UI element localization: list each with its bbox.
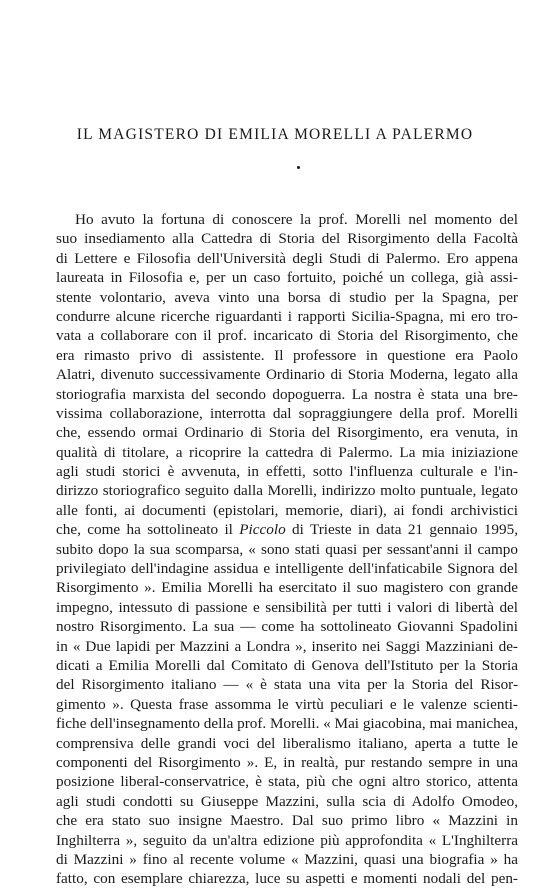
text-line: agli studi storici è avvenuta, in effetti, sotto l'influenza culturale e l'in- <box>56 463 518 481</box>
text-line: subito dopo la sua scomparsa, « sono stati quasi per sessant'anni il campo <box>56 540 518 558</box>
text-line: fiche dell'insegnamento della prof. Morelli. « Mai giacobina, mai manichea, <box>56 715 518 733</box>
text-line: Risorgimento ». Emilia Morelli ha esercitato il suo magistero con grande <box>56 579 518 597</box>
text-line: posizione liberal-conservatrice, è stata, più che ogni altro storico, attenta <box>56 773 518 791</box>
text-line: laureata in Filosofia e, per un caso fortuito, poiché un collega, già assi- <box>56 269 518 287</box>
text-line: vata a collaborare con il prof. incaricato di Storia del Risorgimento, che <box>56 327 518 345</box>
text-line: fatto, con esemplare chiarezza, luce su aspetti e momenti nodali del pen- <box>56 870 518 888</box>
text-line: qualità di titolare, a ricoprire la cattedra di Palermo. La mia iniziazione <box>56 443 518 461</box>
text-line: che, come ha sottolineato il Piccolo di Trieste in data 21 gennaio 1995, <box>56 521 518 539</box>
text-line: in « Due lapidi per Mazzini a Londra », inserito nei Saggi Mazziniani de- <box>56 637 518 655</box>
text-line: dirizzo storiografico seguito dalla Morelli, indirizzo molto puntuale, legato <box>56 482 518 500</box>
text-line: privilegiato dell'indagine assidua e intelligente dell'infaticabile Signora del <box>56 560 518 578</box>
text-line: dicati a Emilia Morelli dal Comitato di Genova dell'Istituto per la Storia <box>56 656 518 674</box>
page-title: IL MAGISTERO DI EMILIA MORELLI A PALERMO <box>76 126 474 143</box>
text-line: Inghilterra », seguito da un'altra edizione più approfondita « L'Inghilterra <box>56 831 518 849</box>
text-line: vissima collaborazione, interrotta dal sopraggiungere della prof. Morelli <box>56 404 518 422</box>
text-line: condurre alcune ricerche riguardanti i rapporti Sicilia-Spagna, mi ero tro- <box>56 307 518 325</box>
text-line: Alatri, divenuto successivamente Ordinario di Storia Moderna, legato alla <box>56 366 518 384</box>
text-line: che, essendo ormai Ordinario di Storia del Risorgimento, era venuta, in <box>56 424 518 442</box>
text-line: del Risorgimento italiano — « è stata una vita per la Storia del Risor- <box>56 676 518 694</box>
text-line: nostro Risorgimento. La sua — come ha sottolineato Giovanni Spadolini <box>56 618 518 636</box>
text-line: di Lettere e Filosofia dell'Università degli Studi di Palermo. Ero appena <box>56 249 518 267</box>
text-line: che era stato suo insigne Maestro. Dal suo primo libro « Mazzini in <box>56 812 518 830</box>
text-line: agli studi condotti su Giuseppe Mazzini, sulla scia di Adolfo Omodeo, <box>56 792 518 810</box>
text-line: era rimasto privo di assistente. Il professore in questione era Paolo <box>56 346 518 364</box>
text-line: storiografia marxista del secondo dopoguerra. La nostra è stata una bre- <box>56 385 518 403</box>
text-line: di Mazzini » fino al recente volume « Mazzini, quasi una biografia » ha <box>56 850 518 868</box>
ornament-dot <box>297 166 300 169</box>
text-line: gimento ». Questa frase assomma le virtù peculiari e le valenze scienti- <box>56 695 518 713</box>
text-line: comprensiva delle grandi voci del liberalismo italiano, aperta a tutte le <box>56 734 518 752</box>
text-line: impegno, intessuto di passione e sensibilità per tutti i valori di libertà del <box>56 598 518 616</box>
text-line: stente volontario, aveva vinto una borsa di studio per la Spagna, per <box>56 288 518 306</box>
text-line: alle fonti, ai documenti (epistolari, memorie, diari), ai fondi archivistici <box>56 501 518 519</box>
body-paragraph <box>56 210 518 889</box>
text-line: Ho avuto la fortuna di conoscere la prof. Morelli nel momento del <box>75 211 518 228</box>
text-line: componenti del Risorgimento ». E, in realtà, pur restando sempre in una <box>56 753 518 771</box>
text-line: suo insediamento alla Cattedra di Storia del Risorgimento della Facoltà <box>56 230 518 248</box>
